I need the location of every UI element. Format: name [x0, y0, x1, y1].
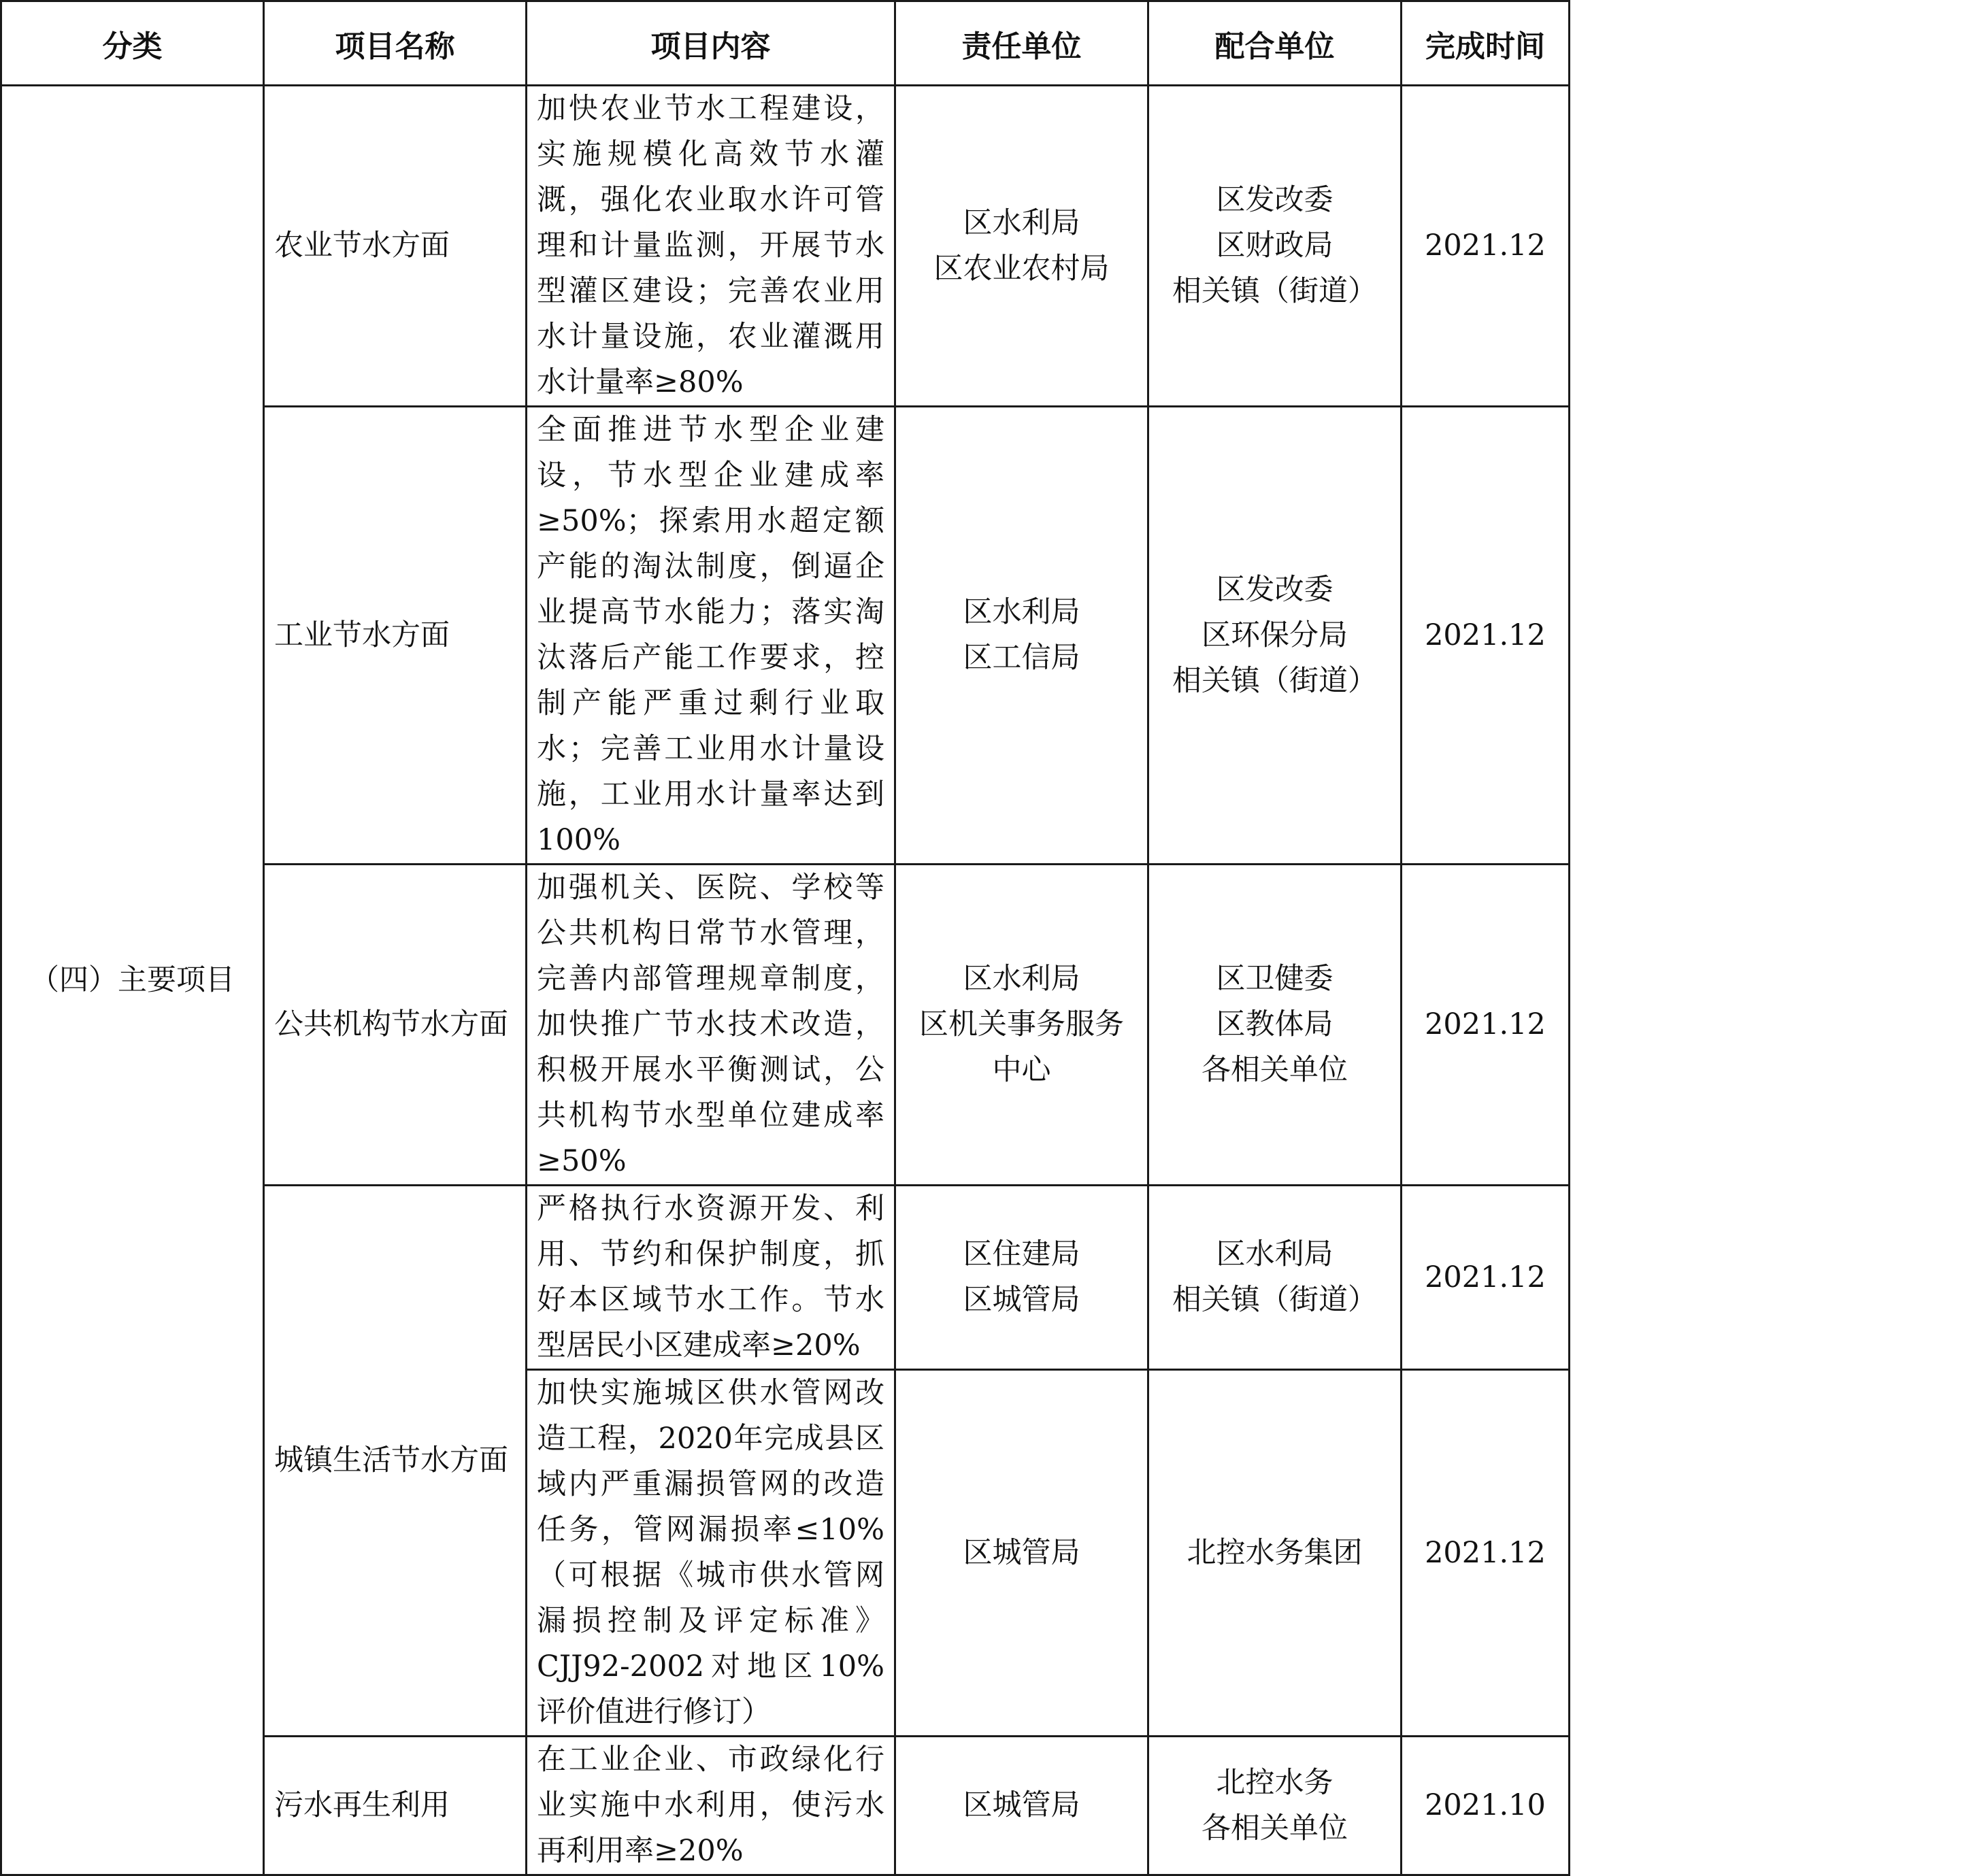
deadline: 2021.12	[1402, 865, 1570, 1186]
header-project-name: 项目名称	[264, 1, 527, 86]
header-deadline: 完成时间	[1402, 1, 1570, 86]
deadline: 2021.12	[1402, 1186, 1570, 1370]
project-name: 公共机构节水方面	[264, 865, 527, 1186]
deadline: 2021.12	[1402, 86, 1570, 407]
table-row	[1, 407, 1987, 865]
project-name: 工业节水方面	[264, 407, 527, 865]
header-project-content: 项目内容	[527, 1, 895, 86]
project-content: 加快农业节水工程建设，实施规模化高效节水灌溉，强化农业取水许可管理和计量监测，开展节水型灌区建设；完善农业用水计量设施，农业灌溉用水计量率≥80%	[527, 86, 895, 407]
responsible-unit: 区城管局	[895, 1737, 1148, 1875]
responsible-unit: 区住建局 区城管局	[895, 1186, 1148, 1370]
header-responsible-unit: 责任单位	[895, 1, 1148, 86]
cooperating-unit: 区发改委 区财政局 相关镇（街道）	[1148, 86, 1402, 407]
table-row	[1, 86, 1987, 407]
project-name: 污水再生利用	[264, 1737, 527, 1875]
project-name: 农业节水方面	[264, 86, 527, 407]
responsible-unit: 区城管局	[895, 1370, 1148, 1737]
cooperating-unit: 北控水务 各相关单位	[1148, 1737, 1402, 1875]
header-row	[1, 1, 1987, 86]
project-content: 加快实施城区供水管网改造工程，2020年完成县区域内严重漏损管网的改造任务，管网漏损率≤10%（可根据《城市供水管网漏损控制及评定标准》CJJ92-2002对地区10%评价值进行修订）	[527, 1370, 895, 1737]
responsible-unit: 区水利局 区机关事务服务中心	[895, 865, 1148, 1186]
project-name: 城镇生活节水方面	[264, 1186, 527, 1737]
cooperating-unit: 区卫健委 区教体局 各相关单位	[1148, 865, 1402, 1186]
deadline: 2021.12	[1402, 407, 1570, 865]
cooperating-unit: 区发改委 区环保分局 相关镇（街道）	[1148, 407, 1402, 865]
table-row	[1, 865, 1987, 1186]
project-content: 全面推进节水型企业建设，节水型企业建成率≥50%；探索用水超定额产能的淘汰制度，倒逼企业提高节水能力；落实淘汰落后产能工作要求，控制产能严重过剩行业取水；完善工业用水计量设施，工业用水计量率达到100%	[527, 407, 895, 865]
header-cooperating-unit: 配合单位	[1148, 1, 1402, 86]
deadline: 2021.10	[1402, 1737, 1570, 1875]
responsible-unit: 区水利局 区农业农村局	[895, 86, 1148, 407]
project-content: 加强机关、医院、学校等公共机构日常节水管理，完善内部管理规章制度，加快推广节水技术改造，积极开展水平衡测试，公共机构节水型单位建成率≥50%	[527, 865, 895, 1186]
header-category: 分类	[1, 1, 264, 86]
deadline: 2021.12	[1402, 1370, 1570, 1737]
category-cell: （四）主要项目	[1, 86, 264, 1875]
table-row	[1, 1186, 1987, 1370]
cooperating-unit: 北控水务集团	[1148, 1370, 1402, 1737]
project-content: 严格执行水资源开发、利用、节约和保护制度，抓好本区域节水工作。节水型居民小区建成率≥20%	[527, 1186, 895, 1370]
project-content: 在工业企业、市政绿化行业实施中水利用，使污水再利用率≥20%	[527, 1737, 895, 1875]
cooperating-unit: 区水利局 相关镇（街道）	[1148, 1186, 1402, 1370]
responsible-unit: 区水利局 区工信局	[895, 407, 1148, 865]
table-row	[1, 1737, 1987, 1875]
